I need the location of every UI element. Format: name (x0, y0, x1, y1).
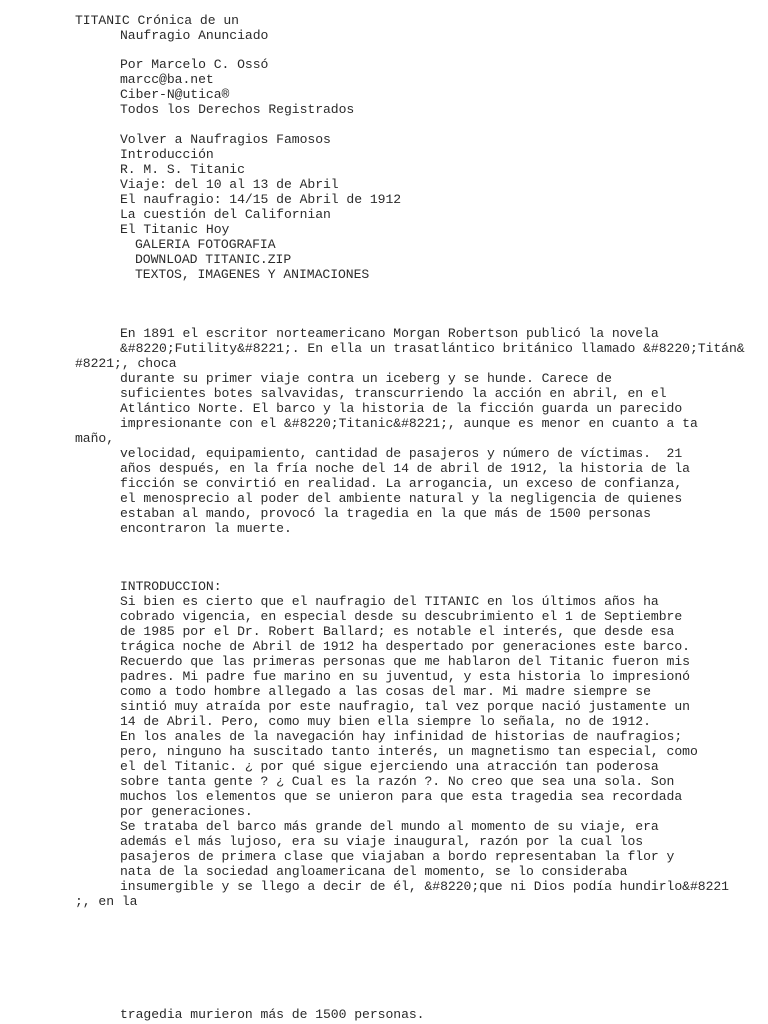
introduccion-line: como a todo hombre allegado a las cosas del mar. Mi madre siempre se (120, 684, 651, 699)
introduccion-line: Se trataba del barco más grande del mundo al momento de su viaje, era (120, 819, 659, 834)
menu-item-titanic-hoy: El Titanic Hoy (120, 222, 230, 237)
menu-item-rms-titanic: R. M. S. Titanic (120, 162, 245, 177)
author-line: Por Marcelo C. Ossó (120, 57, 269, 72)
introduccion-line: pasajeros de primera clase que viajaban a bordo representaban la flor y (120, 849, 675, 864)
intro-paragraph-line: encontraron la muerte. (120, 521, 292, 536)
menu-item-volver: Volver a Naufragios Famosos (120, 132, 331, 147)
introduccion-line: En los anales de la navegación hay infinidad de historias de naufragios; (120, 729, 683, 744)
menu-item-californian: La cuestión del Californian (120, 207, 331, 222)
introduccion-line: pero, ninguno ha suscitado tanto interés, un magnetismo tan especial, como (120, 744, 698, 759)
author-email: marcc@ba.net (120, 72, 214, 87)
introduccion-line: 14 de Abril. Pero, como muy bien ella siempre lo señala, no de 1912. (120, 714, 651, 729)
introduccion-line: el del Titanic. ¿ por qué sigue ejerciendo una atracción tan poderosa (120, 759, 659, 774)
intro-paragraph-line: maño, (75, 431, 115, 446)
copyright-line: Todos los Derechos Registrados (120, 102, 355, 117)
intro-paragraph-line: Atlántico Norte. El barco y la historia de la ficción guarda un parecido (120, 401, 683, 416)
intro-paragraph-line: ficción se convirtió en realidad. La arrogancia, un exceso de confianza, (120, 476, 683, 491)
document-subtitle: Naufragio Anunciado (120, 28, 269, 43)
document-title: TITANIC Crónica de un (75, 13, 239, 28)
section-heading-introduccion: INTRODUCCION: (120, 579, 222, 594)
submenu-item-download: DOWNLOAD TITANIC.ZIP (135, 252, 292, 267)
intro-paragraph-line: #8221;, choca (75, 356, 177, 371)
intro-paragraph-line: &#8220;Futility&#8221;. En ella un trasatlántico británico llamado &#8220;Titán& (120, 341, 745, 356)
menu-item-introduccion: Introducción (120, 147, 214, 162)
introduccion-line: padres. Mi padre fue marino en su juventud, y esta historia lo impresionó (120, 669, 690, 684)
intro-paragraph-line: En 1891 el escritor norteamericano Morgan Robertson publicó la novela (120, 326, 659, 341)
intro-paragraph-line: velocidad, equipamiento, cantidad de pasajeros y número de víctimas. 21 (120, 446, 683, 461)
intro-paragraph-line: estaban al mando, provocó la tragedia en la que más de 1500 personas (120, 506, 651, 521)
introduccion-line: de 1985 por el Dr. Robert Ballard; es notable el interés, que desde esa (120, 624, 675, 639)
introduccion-line: nata de la sociedad angloamericana del momento, se lo consideraba (120, 864, 628, 879)
introduccion-line: por generaciones. (120, 804, 253, 819)
closing-line: tragedia murieron más de 1500 personas. (120, 1007, 425, 1022)
intro-paragraph-line: años después, en la fría noche del 14 de abril de 1912, la historia de la (120, 461, 690, 476)
introduccion-line: insumergible y se llego a decir de él, &#8220;que ni Dios podía hundirlo&#8221 (120, 879, 729, 894)
introduccion-line: cobrado vigencia, en especial desde su descubrimiento el 1 de Septiembre (120, 609, 683, 624)
introduccion-line: trágica noche de Abril de 1912 ha despertado por generaciones este barco. (120, 639, 690, 654)
introduccion-line: muchos los elementos que se unieron para que esta tragedia sea recordada (120, 789, 683, 804)
introduccion-line: sintió muy atraída por este naufragio, tal vez porque nació justamente un (120, 699, 690, 714)
introduccion-line: además el más lujoso, era su viaje inaugural, razón por la cual los (120, 834, 644, 849)
introduccion-line: Recuerdo que las primeras personas que me hablaron del Titanic fueron mis (120, 654, 690, 669)
intro-paragraph-line: suficientes botes salvavidas, transcurriendo la acción en abril, en el (120, 386, 667, 401)
menu-item-naufragio: El naufragio: 14/15 de Abril de 1912 (120, 192, 402, 207)
intro-paragraph-line: el menosprecio al poder del ambiente natural y la negligencia de quienes (120, 491, 683, 506)
introduccion-line: Si bien es cierto que el naufragio del TITANIC en los últimos años ha (120, 594, 659, 609)
menu-item-viaje: Viaje: del 10 al 13 de Abril (120, 177, 339, 192)
intro-paragraph-line: impresionante con el &#8220;Titanic&#8221;, aunque es menor en cuanto a ta (120, 416, 698, 431)
introduccion-line: ;, en la (75, 894, 138, 909)
site-name: Ciber-N@utica® (120, 87, 230, 102)
intro-paragraph-line: durante su primer viaje contra un iceberg y se hunde. Carece de (120, 371, 612, 386)
submenu-item-textos: TEXTOS, IMAGENES Y ANIMACIONES (135, 267, 370, 282)
submenu-item-galeria: GALERIA FOTOGRAFIA (135, 237, 276, 252)
introduccion-line: sobre tanta gente ? ¿ Cual es la razón ?. No creo que sea una sola. Son (120, 774, 675, 789)
